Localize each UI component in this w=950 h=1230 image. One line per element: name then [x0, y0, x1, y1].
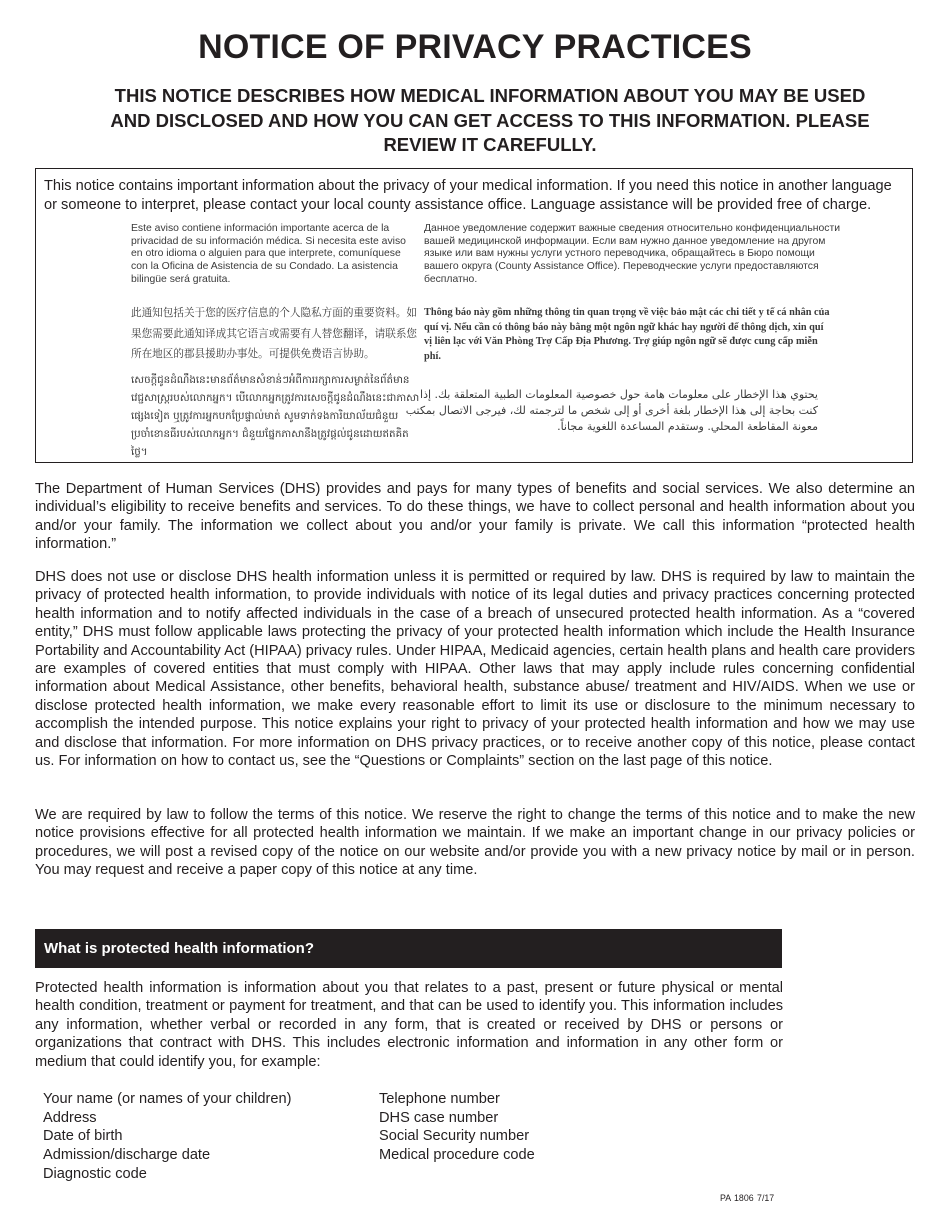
arabic-notice: يحتوي هذا الإخطار على معلومات هامة حول خصوصية المعلومات الطبية المتعلقة بك. إذا كنت بحاجة إلى هذا الإخطار بلغة أخرى أو إلى شخص ما لترجمته لك، فيرجى الاتصال بمكتب معونة المقاطعة المحلي. وستقدم المساعدة اللغوية مجاناً.	[405, 388, 818, 433]
list-item: Telephone number	[379, 1091, 500, 1107]
list-item: Address	[43, 1109, 97, 1126]
section-heading-text: What is protected health information?	[44, 940, 315, 957]
spanish-notice: Este aviso contiene información importante acerca de la privacidad de su información médica. Si necesita este aviso en otro idioma o alguien para que interprete, comuníquese con la Oficina de Asistencia de su Condado. La asistencia bilingüe será gratuita.	[131, 223, 406, 285]
list-item: Date of birth	[43, 1128, 123, 1145]
list-item: DHS case number	[379, 1109, 499, 1126]
list-item: Diagnostic code	[43, 1165, 147, 1182]
language-assistance-box	[35, 168, 913, 463]
examples-list-right	[379, 1090, 535, 1165]
form-number: PA 1806 7/17	[720, 1193, 775, 1203]
khmer-notice: សេចក្តីជូនដំណឹងនេះមានព័ត៌មានសំខាន់ៗអំពីការរក្សាការសម្ងាត់នៃព័ត៌មានវេជ្ជសាស្ត្ររបស់លោកអ្នក។ បើលោកអ្នកត្រូវការសេចក្តីជូនដំណឹងនេះជាភាសាផ្សេងទៀត ឬត្រូវការអ្នកបកប្រែផ្ទាល់មាត់ សូមទាក់ទងការិយាល័យជំនួយប្រចាំខោនធីរបស់លោកអ្នក។ ជំនួយផ្នែកភាសានឹងត្រូវផ្តល់ជូនដោយឥតគិតថ្លៃ។	[131, 374, 420, 458]
section-heading-protected-health-information	[35, 929, 782, 968]
list-item: Your name (or names of your children)	[43, 1091, 292, 1107]
page-subtitle: THIS NOTICE DESCRIBES HOW MEDICAL INFORMATION ABOUT YOU MAY BE USED AND DISCLOSED AND HOW YOU CAN GET ACCESS TO THIS INFORMATION. PLEASE REVIEW IT CAREFULLY.	[110, 85, 870, 155]
examples-list-left	[43, 1090, 292, 1184]
chinese-notice: 此通知包括关于您的医疗信息的个人隐私方面的重要资料。如果您需要此通知译成其它语言或需要有人替您翻译，请联系您所在地区的郡县援助办事处。可提供免费语言协助。	[131, 307, 418, 360]
intro-paragraph: The Department of Human Services (DHS) provides and pays for many types of benefits and social services. We also determine an individual’s eligibility to receive benefits and services. To do these things, we have to collect personal and health information about you and/or your family. The information we collect about you and/or your family is private. We call this information “protected health information.”	[35, 481, 915, 553]
russian-notice: Данное уведомление содержит важные сведения относительно конфиденциальности вашей медицинской информации. Если вам нужно данное уведомление на другом языке или вам нужны услуги устного переводчика, обращайтесь в Бюро помощи вашего округа (County Assistance Office). Переводческие услуги предоставляются бесплатно.	[424, 223, 841, 285]
list-item: Medical procedure code	[379, 1147, 535, 1164]
list-item: Admission/discharge date	[43, 1147, 211, 1164]
language-intro: This notice contains important information about the privacy of your medical information. If you need this notice in another language or someone to interpret, please contact your local county assistance office. Language assistance will be provided free of charge.	[44, 178, 892, 213]
privacy-law-paragraph: DHS does not use or disclose DHS health information unless it is permitted or required by law. DHS is required by law to maintain the privacy of protected health information, to provide individuals with notice of its legal duties and privacy practices concerning protected health information and to notify affected individuals in the case of a breach of unsecured protected health information. As a “covered entity,” DHS must follow applicable laws protecting the privacy of your protected health information which include the Health Insurance Portability and Accountability Act (HIPAA) privacy rules. Under HIPAA, Medicaid agencies, certain health plans and health care providers are examples of covered entities that must comply with HIPAA. Other laws that may apply include rules concerning confidential information about Medical Assistance, other benefits, behavioral health, substance abuse/ treatment and HIV/AIDS. When we use or disclose protected health information, we make every reasonable effort to limit its use or disclosure to the minimum necessary to accomplish the intended purpose. This notice explains your right to privacy of your protected health information and how we may use and disclose that information. For more information on DHS privacy practices, or to receive another copy of this notice, please contact us. For information on how to contact us, see the “Questions or Complaints” section on the last page of this notice.	[35, 569, 915, 770]
section-paragraph: Protected health information is information about you that relates to a past, present or future physical or mental health condition, treatment or payment for treatment, and that can be used to identify you. This information includes any information, whether verbal or recorded in any form, that is created or received by DHS or persons or organizations that contract with DHS. This includes electronic information and information in any other form or medium that could identify you, for example:	[35, 980, 783, 1070]
page-title: NOTICE OF PRIVACY PRACTICES	[198, 28, 752, 66]
list-item: Social Security number	[379, 1128, 530, 1145]
notice-terms-paragraph: We are required by law to follow the terms of this notice. We reserve the right to change the terms of this notice and to make the new notice provisions effective for all protected health information we maintain. If we make an important change in our privacy policies or procedures, we will post a revised copy of the notice on our website and/or provide you with a new privacy notice by mail or in person. You may request and receive a paper copy of this notice at any time.	[35, 807, 915, 879]
vietnamese-notice: Thông báo này gồm những thông tin quan trọng về việc bảo mật các chi tiết y tế cá nhân của quí vị. Nếu cần có thông báo này bằng một ngôn ngữ khác hay người để thông dịch, xin quí vị liên lạc với Văn Phòng Trợ Cấp Địa Phương. Trợ giúp ngôn ngữ sẽ được cung cấp miễn phí.	[424, 307, 830, 362]
